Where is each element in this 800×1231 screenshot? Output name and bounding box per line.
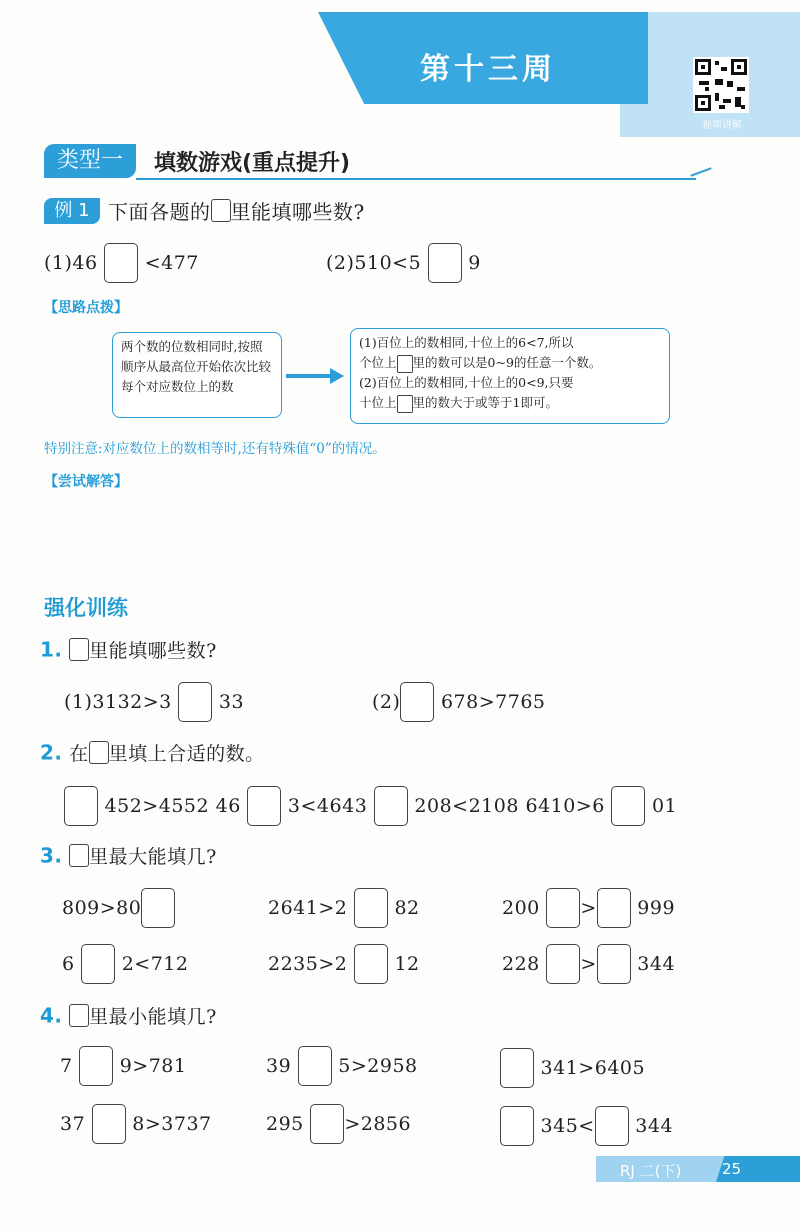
answer-box-icon <box>69 638 89 661</box>
page-number: 25 <box>722 1160 742 1178</box>
answer-box-icon <box>69 844 89 867</box>
answer-box[interactable] <box>500 1048 534 1088</box>
type-title: 填数游戏(重点提升) <box>154 151 351 176</box>
answer-box[interactable] <box>374 786 408 826</box>
type-underline <box>136 178 696 180</box>
answer-box[interactable] <box>92 1104 126 1144</box>
example-tag: 例 1 <box>44 198 100 224</box>
answer-box[interactable] <box>400 682 434 722</box>
question-3-item-2: 2641>2 82 <box>268 888 420 928</box>
answer-box[interactable] <box>104 243 138 283</box>
question-4-item-1: 7 9>781 <box>60 1046 186 1086</box>
answer-box[interactable] <box>247 786 281 826</box>
answer-box[interactable] <box>81 944 115 984</box>
footer-label: RJ 二(下) <box>620 1162 682 1180</box>
answer-box-icon <box>89 741 109 764</box>
type-underline-end <box>690 167 711 176</box>
answer-box-icon <box>211 199 231 222</box>
qr-label: 视频讲解 <box>702 120 742 131</box>
question-1-item-2: (2) 678>7765 <box>372 682 546 722</box>
question-3-item-4: 6 2<712 <box>62 944 188 984</box>
hint-line-4: 十位上 里的数大于或等于1即可。 <box>359 393 661 413</box>
answer-box[interactable] <box>178 682 212 722</box>
answer-box[interactable] <box>428 243 462 283</box>
question-2-prompt: 2. 在 里填上合适的数。 <box>40 740 265 765</box>
question-3-prompt: 3. 里最大能填几? <box>40 843 217 868</box>
hint-label: 【思路点拨】 <box>44 300 128 316</box>
question-4-item-4: 37 8>3737 <box>60 1104 212 1144</box>
small-box-icon <box>397 355 413 373</box>
answer-box[interactable] <box>546 944 580 984</box>
try-label: 【尝试解答】 <box>44 474 128 490</box>
arrow-right-icon <box>330 368 344 384</box>
example-problem-2: (2)510<5 9 <box>326 243 481 283</box>
question-3-item-5: 2235>2 12 <box>268 944 420 984</box>
answer-box[interactable] <box>354 944 388 984</box>
question-3-item-6: 228 > 344 <box>502 944 675 984</box>
hint-line-2: 个位上 里的数可以是0~9的任意一个数。 <box>359 353 661 373</box>
answer-box[interactable] <box>500 1106 534 1146</box>
question-4-item-5: 295 >2856 <box>266 1104 411 1144</box>
type-tag: 类型一 <box>44 144 136 178</box>
question-1-prompt: 1. 里能填哪些数? <box>40 637 217 662</box>
hint-left-bubble: 两个数的位数相同时,按照顺序从最高位开始依次比较每个对应数位上的数 <box>112 332 282 418</box>
hint-right-bubble <box>350 328 670 424</box>
question-1-item-1: (1)3132>3 33 <box>64 682 244 722</box>
question-4-item-6: 345< 344 <box>500 1106 673 1146</box>
answer-box[interactable] <box>298 1046 332 1086</box>
question-3-item-1: 809>80 <box>62 888 175 928</box>
hint-line-1: (1)百位上的数相同,十位上的6<7,所以 <box>359 335 574 350</box>
section-title: 强化训练 <box>44 596 128 620</box>
answer-box[interactable] <box>595 1106 629 1146</box>
answer-box[interactable] <box>597 888 631 928</box>
answer-box[interactable] <box>354 888 388 928</box>
week-title: 第十三周 <box>420 52 556 87</box>
answer-box[interactable] <box>546 888 580 928</box>
hint-line-3: (2)百位上的数相同,十位上的0<9,只要 <box>359 375 574 390</box>
answer-box-icon <box>69 1004 89 1027</box>
answer-box[interactable] <box>611 786 645 826</box>
answer-box[interactable] <box>141 888 175 928</box>
special-note: 特别注意:对应数位上的数相等时,还有特殊值“0”的情况。 <box>44 441 386 457</box>
example-prompt: 下面各题的 里能填哪些数? <box>108 200 365 224</box>
question-3-item-3: 200 > 999 <box>502 888 675 928</box>
answer-box[interactable] <box>64 786 98 826</box>
question-4-item-2: 39 5>2958 <box>266 1046 418 1086</box>
question-4-item-3: 341>6405 <box>500 1048 645 1088</box>
hint-arrow <box>286 374 332 378</box>
example-problem-1: (1)46 <477 <box>44 243 199 283</box>
answer-box[interactable] <box>310 1104 344 1144</box>
answer-box[interactable] <box>79 1046 113 1086</box>
question-4-prompt: 4. 里最小能填几? <box>40 1003 217 1028</box>
question-2-items: 452>4552 46 3<4643 208<2108 6410>6 01 <box>64 786 677 826</box>
qr-code-icon[interactable] <box>693 57 749 113</box>
answer-box[interactable] <box>597 944 631 984</box>
small-box-icon <box>397 395 413 413</box>
